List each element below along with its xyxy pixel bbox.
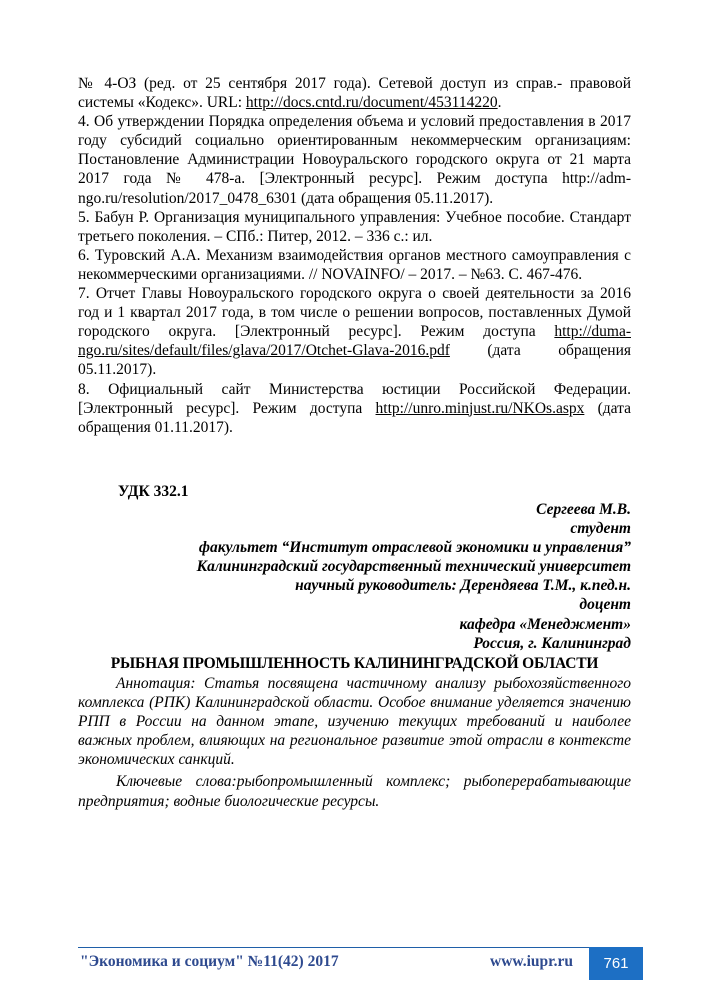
reference-after: (дата обращения 05.11.2017). <box>78 342 631 379</box>
article-title: РЫБНАЯ ПРОМЫШЛЕННОСТЬ КАЛИНИНГРАДСКОЙ ОБЛАСТИ <box>110 655 599 672</box>
keywords-text: Ключевые слова:рыбопромышленный комплекс; рыбоперерабатывающие предприятия; водные биологические ресурсы. <box>78 773 631 810</box>
author-department: кафедра «Менеджмент» <box>459 615 631 633</box>
reference-item <box>78 284 631 379</box>
reference-item <box>78 208 631 246</box>
reference-item <box>78 380 631 437</box>
supervisor-position: доцент <box>579 596 631 614</box>
udk-code: УДК 332.1 <box>118 483 189 500</box>
author-block <box>197 500 631 653</box>
author-supervisor: научный руководитель: Дерендяева Т.М., к.пед.н. <box>295 577 631 595</box>
reference-text: № 4-ОЗ (ред. от 25 сентября 2017 года). Сетевой доступ из справ.- правовой системы «Кодекс». URL: <box>78 75 631 112</box>
abstract-text: Аннотация: Статья посвящена частичному анализу рыбохозяйственного комплекса (РПК) Калининградской области. Особое внимание уделяется значению РПП в России на данном этапе, изучению текущих требований и наиболее важных проблем, влияющих на региональное развитие этой отрасли в контексте экономических санкций. <box>78 675 631 769</box>
journal-title: "Экономика и социум" №11(42) 2017 <box>80 953 339 970</box>
reference-text: 5. Бабун Р. Организация муниципального управления: Учебное пособие. Стандарт третьего поколения. – СПб.: Питер, 2012. – 336 с.: ил. <box>78 208 631 245</box>
abstract-block <box>78 674 631 811</box>
reference-item <box>78 246 631 284</box>
reference-link[interactable]: http://duma-ngo.ru/sites/default/files/glava/2017/Otchet-Glava-2016.pdf <box>78 323 631 360</box>
reference-link[interactable]: http://unro.minjust.ru/NKOs.aspx <box>375 399 585 417</box>
reference-text: 8. Официальный сайт Министерства юстиции Российской Федерации. [Электронный ресурс]. Режим доступа <box>78 380 631 417</box>
reference-text: 4. Об утверждении Порядка определения объема и условий предоставления в 2017 году субсидий социально ориентированным некоммерческим организациям: Постановление Администрации Новоуральского городского округа от 21 марта 2017 года № 478-а. [Электронный ресурс]. Режим доступа http://adm-ngo.ru/resolution/2017_0478_6301 (дата обращения 05.11.2017). <box>78 113 631 207</box>
author-name: Сергеева М.В. <box>536 501 631 518</box>
reference-list <box>78 74 631 437</box>
page-number-badge: 761 <box>589 947 643 980</box>
reference-link[interactable]: http://docs.cntd.ru/document/453114220 <box>245 94 498 112</box>
reference-after: (дата обращения 01.11.2017). <box>78 399 631 436</box>
author-status: студент <box>570 520 631 538</box>
author-university: Калининградский государственный технический университет <box>196 558 631 576</box>
footer-divider <box>78 947 643 948</box>
reference-text: 7. Отчет Главы Новоуральского городского округа о своей деятельности за 2016 год и 1 квартал 2017 года, в том числе о решении вопросов, поставленных Думой городского округа. [Электронный ресурс]. Режим доступа <box>78 285 631 341</box>
reference-after: . <box>497 94 502 112</box>
journal-website[interactable]: www.iupr.ru <box>490 953 573 970</box>
reference-text: 6. Туровский А.А. Механизм взаимодействия органов местного самоуправления с некоммерческими организациями. // NOVAINFO/ – 2017. – №63. С. 467-476. <box>78 246 631 283</box>
reference-item <box>78 74 631 112</box>
author-location: Россия, г. Калининград <box>473 634 631 652</box>
reference-item <box>78 112 631 207</box>
author-faculty: факультет “Институт отраслевой экономики и управления” <box>198 539 631 557</box>
